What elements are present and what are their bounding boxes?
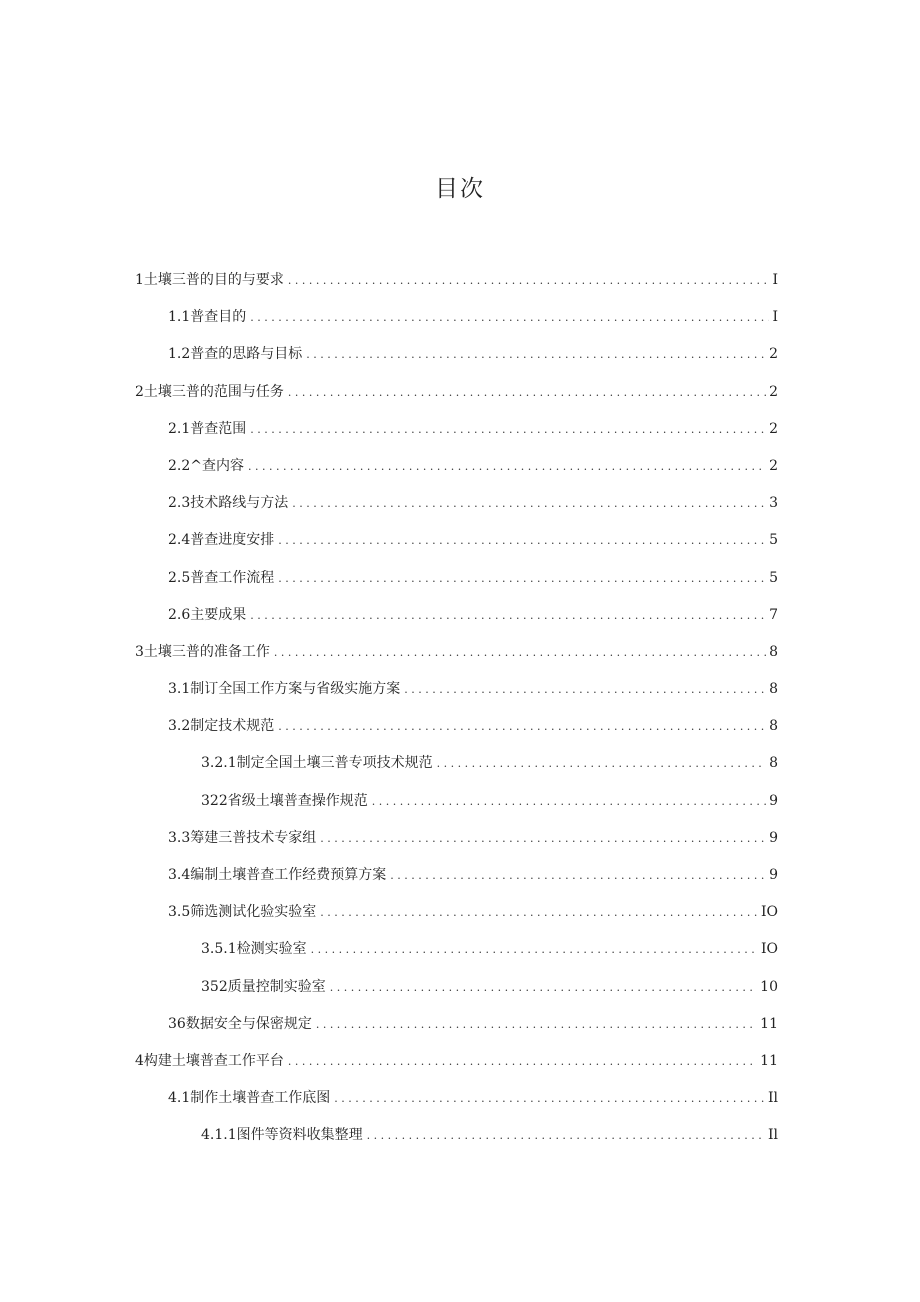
- toc-dot-leader: [288, 262, 770, 299]
- toc-entry-page-number: 5: [769, 532, 778, 549]
- toc-entry-label: 2.2^查内容: [168, 457, 244, 474]
- toc-entry-page-number: 2: [769, 420, 778, 437]
- toc-entry-label: 2.1普查范围: [168, 420, 247, 437]
- toc-entry[interactable]: [135, 299, 778, 336]
- toc-entry[interactable]: [135, 783, 778, 820]
- toc-dot-leader: [390, 857, 766, 894]
- toc-entry-page-number: 2: [769, 457, 778, 474]
- toc-entry-page-number: I: [772, 272, 778, 288]
- toc-entry[interactable]: [135, 485, 778, 522]
- toc-entry[interactable]: [135, 1080, 778, 1117]
- toc-entry-page-number: 8: [769, 755, 778, 772]
- toc-dot-leader: [404, 671, 766, 708]
- toc-dot-leader: [292, 485, 766, 522]
- toc-entry-label: 2.5普查工作流程: [168, 569, 275, 586]
- toc-entry-page-number: 10: [760, 978, 778, 995]
- toc-dot-leader: [278, 708, 766, 745]
- toc-entry-label: 3.5筛选测试化验实验室: [168, 904, 317, 921]
- toc-entry[interactable]: [135, 1043, 778, 1080]
- toc-entry-label: 1.2普查的思路与目标: [168, 346, 303, 363]
- toc-entry-label: 2.3技术路线与方法: [168, 495, 289, 512]
- toc-entry[interactable]: [135, 857, 778, 894]
- toc-entry-label: 3.3筹建三普技术专家组: [168, 829, 317, 846]
- toc-entry[interactable]: [135, 522, 778, 559]
- toc-entry-page-number: 2: [769, 383, 778, 400]
- toc-entry[interactable]: [135, 708, 778, 745]
- toc-dot-leader: [320, 820, 766, 857]
- toc-entry[interactable]: [135, 448, 778, 485]
- toc-entry-page-number: 5: [769, 569, 778, 586]
- toc-dot-leader: [330, 969, 757, 1006]
- toc-entry[interactable]: [135, 336, 778, 373]
- toc-dot-leader: [248, 448, 766, 485]
- toc-entry-label: 4.1制作土壤普查工作底图: [168, 1090, 331, 1107]
- toc-entry-page-number: IO: [760, 904, 778, 921]
- toc-entry-label: 2土壤三普的范围与任务: [135, 383, 284, 400]
- toc-entry[interactable]: [135, 634, 778, 671]
- toc-entry-page-number: 9: [769, 829, 778, 846]
- toc-entry-page-number: 9: [769, 867, 778, 883]
- toc-entry[interactable]: [135, 1117, 778, 1154]
- toc-entry-label: 4构建土壤普查工作平台: [135, 1052, 284, 1069]
- toc-entry-label: 3.5.1检测实验室: [201, 941, 307, 958]
- toc-entry-page-number: 11: [760, 1015, 778, 1032]
- toc-entry[interactable]: [135, 894, 778, 931]
- toc-entry-label: 352质量控制实验室: [201, 978, 326, 995]
- toc-dot-leader: [320, 894, 758, 931]
- toc-dot-leader: [278, 522, 766, 559]
- toc-dot-leader: [278, 560, 766, 597]
- toc-entry-label: 3.2制定技术规范: [168, 718, 275, 735]
- toc-entry-label: 3土壤三普的准备工作: [135, 643, 270, 660]
- toc-entry-page-number: Il: [767, 1090, 778, 1107]
- toc-entry-label: 3.1制订全国工作方案与省级实施方案: [168, 681, 401, 698]
- toc-entry-label: 2.4普查进度安排: [168, 532, 275, 549]
- toc-dot-leader: [288, 374, 766, 411]
- toc-entry[interactable]: [135, 820, 778, 857]
- toc-dot-leader: [250, 411, 766, 448]
- page-title: 目次: [435, 176, 485, 202]
- toc-dot-leader: [288, 1043, 757, 1080]
- toc-entry-page-number: 3: [769, 495, 778, 512]
- toc-entry-page-number: 2: [769, 346, 778, 363]
- toc-entry-page-number: 11: [760, 1052, 778, 1069]
- toc-dot-leader: [316, 1006, 757, 1043]
- toc-entry[interactable]: [135, 969, 778, 1006]
- toc-entry[interactable]: [135, 374, 778, 411]
- toc-dot-leader: [334, 1080, 765, 1117]
- toc-dot-leader: [367, 1117, 765, 1154]
- toc-entry-page-number: I: [772, 309, 778, 326]
- toc-dot-leader: [250, 597, 766, 634]
- toc-dot-leader: [372, 783, 766, 820]
- toc-entry-page-number: Il: [767, 1127, 778, 1144]
- toc-entry[interactable]: [135, 262, 778, 299]
- toc-entry-page-number: 8: [769, 643, 778, 660]
- toc-entry-label: 3.4编制土壤普查工作经费预算方案: [168, 867, 387, 883]
- toc-entry-page-number: 8: [769, 718, 778, 735]
- toc-entry-label: 3.2.1制定全国土壤三普专项技术规范: [201, 755, 433, 772]
- toc-dot-leader: [274, 634, 766, 671]
- toc-entry-label: 1土壤三普的目的与要求: [135, 272, 284, 288]
- table-of-contents: [135, 262, 778, 1155]
- toc-dot-leader: [250, 299, 769, 336]
- toc-dot-leader: [306, 336, 766, 373]
- toc-dot-leader: [437, 745, 766, 782]
- toc-entry-label: 4.1.1图件等资料收集整理: [201, 1127, 363, 1144]
- toc-entry[interactable]: [135, 597, 778, 634]
- toc-entry-label: 36数据安全与保密规定: [168, 1015, 312, 1032]
- toc-entry[interactable]: [135, 411, 778, 448]
- toc-entry[interactable]: [135, 560, 778, 597]
- toc-entry[interactable]: [135, 931, 778, 968]
- toc-entry-label: 322省级土壤普查操作规范: [201, 792, 368, 809]
- toc-entry-page-number: 9: [769, 792, 778, 809]
- toc-entry[interactable]: [135, 671, 778, 708]
- toc-entry[interactable]: [135, 1006, 778, 1043]
- toc-entry-page-number: 8: [769, 681, 778, 698]
- toc-entry-label: 1.1普查目的: [168, 309, 247, 326]
- toc-entry-page-number: IO: [760, 941, 778, 958]
- toc-entry[interactable]: [135, 745, 778, 782]
- toc-entry-label: 2.6主要成果: [168, 606, 247, 623]
- toc-entry-page-number: 7: [769, 606, 778, 623]
- toc-dot-leader: [311, 931, 758, 968]
